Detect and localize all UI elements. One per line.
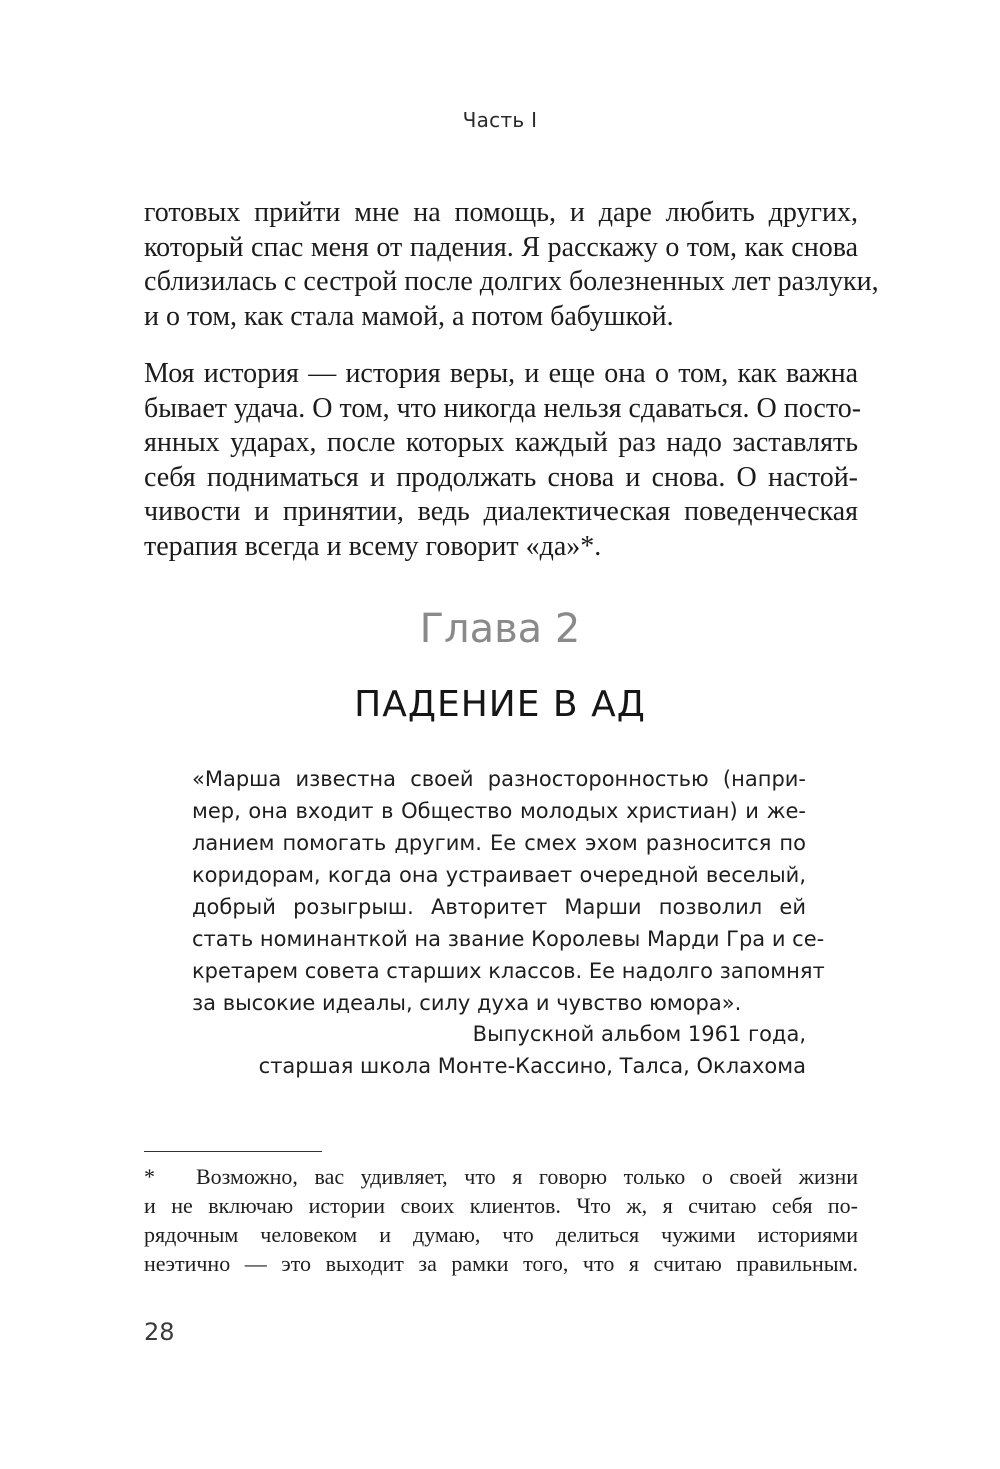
epigraph-line: мер, она входит в Общество молодых христиан) и же- xyxy=(192,799,806,823)
text-line: чивости и принятии, ведь диалектическая поведенческая xyxy=(144,496,858,527)
epigraph-source-line: Выпускной альбом 1961 года, xyxy=(472,1022,806,1046)
body-paragraph-2 xyxy=(144,357,862,564)
epigraph-line: добрый розыгрыш. Авторитет Марши позволил ей xyxy=(192,895,806,919)
footnote-line xyxy=(144,1162,858,1191)
footnote-line: рядочным человеком и думаю, что делиться чужими историями xyxy=(144,1222,858,1247)
footnote xyxy=(144,1162,858,1278)
body-paragraph-1 xyxy=(144,196,879,334)
text-line: бывает удача. О том, что никогда нельзя сдаваться. О посто- xyxy=(144,392,862,424)
page-number: 28 xyxy=(144,1318,175,1346)
text-line: который спас меня от падения. Я расскажу о том, как снова xyxy=(144,231,858,263)
epigraph-line: за высокие идеалы, силу духа и чувство юмора». xyxy=(192,991,742,1015)
footnote-divider xyxy=(144,1151,322,1152)
running-head: Часть I xyxy=(462,108,538,132)
footnote-marker: * xyxy=(144,1164,155,1189)
chapter-title: ПАДЕНИЕ В АД xyxy=(354,684,646,725)
epigraph-line: кретарем совета старших классов. Ее надолго запомнят xyxy=(192,959,825,983)
epigraph-line: ланием помогать другим. Ее смех эхом разносится по xyxy=(192,831,806,855)
text-line: готовых прийти мне на помощь, и даре любить других, xyxy=(144,197,858,228)
footnote-line: неэтично — это выходит за рамки того, что я считаю правильным. xyxy=(144,1251,858,1276)
text-line: терапия всегда и всему говорит «да»*. xyxy=(144,530,602,562)
footnote-line-text: Возможно, вас удивляет, что я говорю только о своей жизни xyxy=(196,1164,858,1189)
epigraph-source xyxy=(192,1018,806,1082)
epigraph xyxy=(192,763,825,1019)
text-line: сблизилась с сестрой после долгих болезненных лет разлуки, xyxy=(144,266,879,297)
epigraph-line: «Марша известна своей разносторонностью (напри- xyxy=(192,767,806,791)
chapter-number: Глава 2 xyxy=(419,606,581,652)
text-line: и о том, как стала мамой, а потом бабушкой. xyxy=(144,300,674,332)
text-line: Моя история — история веры, и еще она о том, как важна xyxy=(144,358,858,389)
text-line: янных ударах, после которых каждый раз надо заставлять xyxy=(144,427,858,458)
epigraph-line: коридорам, когда она устраивает очередной веселый, xyxy=(192,863,806,887)
text-line: себя подниматься и продолжать снова и снова. О настой- xyxy=(144,461,858,493)
epigraph-source-line: старшая школа Монте-Кассино, Талса, Оклахома xyxy=(258,1054,806,1078)
footnote-line: и не включаю истории своих клиентов. Что ж, я считаю себя по- xyxy=(144,1193,858,1218)
epigraph-line: стать номинанткой на звание Королевы Марди Гра и се- xyxy=(192,927,825,951)
